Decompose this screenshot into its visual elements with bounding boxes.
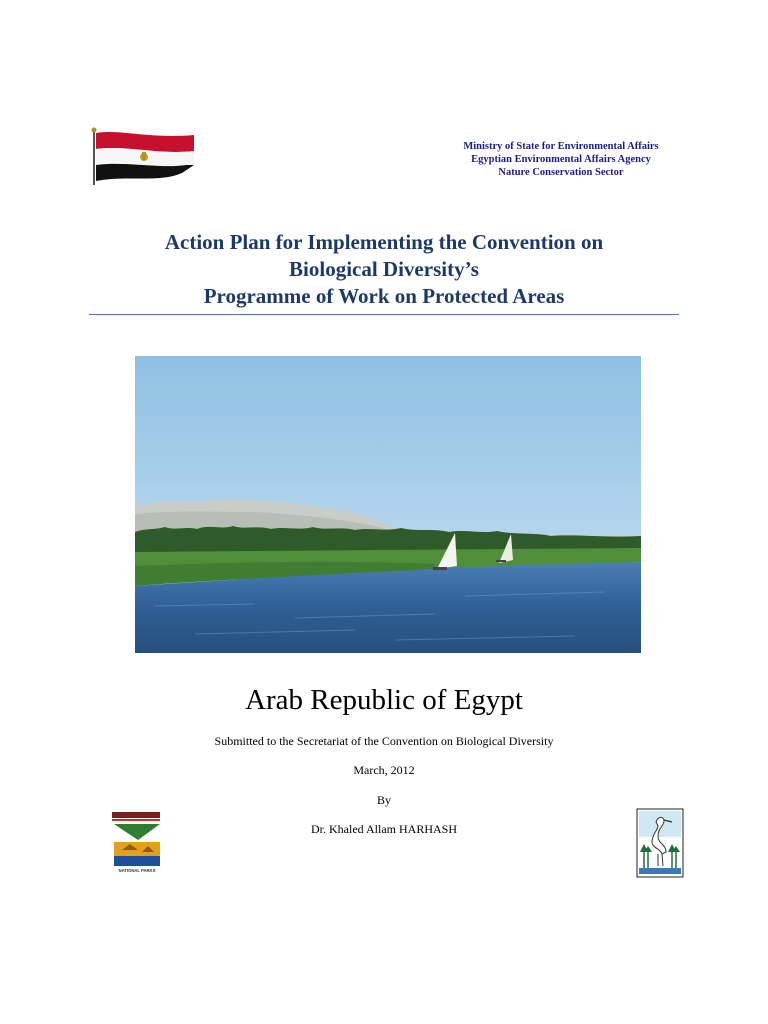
by-label: By xyxy=(376,793,391,807)
title-divider xyxy=(89,314,679,315)
agency-line: Egyptian Environmental Affairs Agency xyxy=(471,154,651,165)
ministry-header xyxy=(420,140,702,179)
sector-line: Nature Conservation Sector xyxy=(498,167,624,178)
document-title xyxy=(90,229,678,310)
title-line-1: Action Plan for Implementing the Convention on xyxy=(164,230,604,254)
submitted-statement: Submitted to the Secretariat of the Convention on Biological Diversity xyxy=(214,734,554,748)
author-name: Dr. Khaled Allam HARHASH xyxy=(311,822,457,836)
ministry-line: Ministry of State for Environmental Affairs xyxy=(463,141,659,152)
heron-conservation-logo xyxy=(636,808,684,878)
title-line-3: Programme of Work on Protected Areas xyxy=(203,284,565,308)
title-line-2: Biological Diversity’s xyxy=(289,257,479,281)
logo-lettering: NATIONAL PARKS xyxy=(118,868,156,873)
country-name: Arab Republic of Egypt xyxy=(245,684,523,716)
egypt-flag-image xyxy=(90,127,198,187)
nile-river-photo xyxy=(135,356,641,653)
national-parks-logo xyxy=(108,810,166,876)
publication-date: March, 2012 xyxy=(353,763,415,777)
